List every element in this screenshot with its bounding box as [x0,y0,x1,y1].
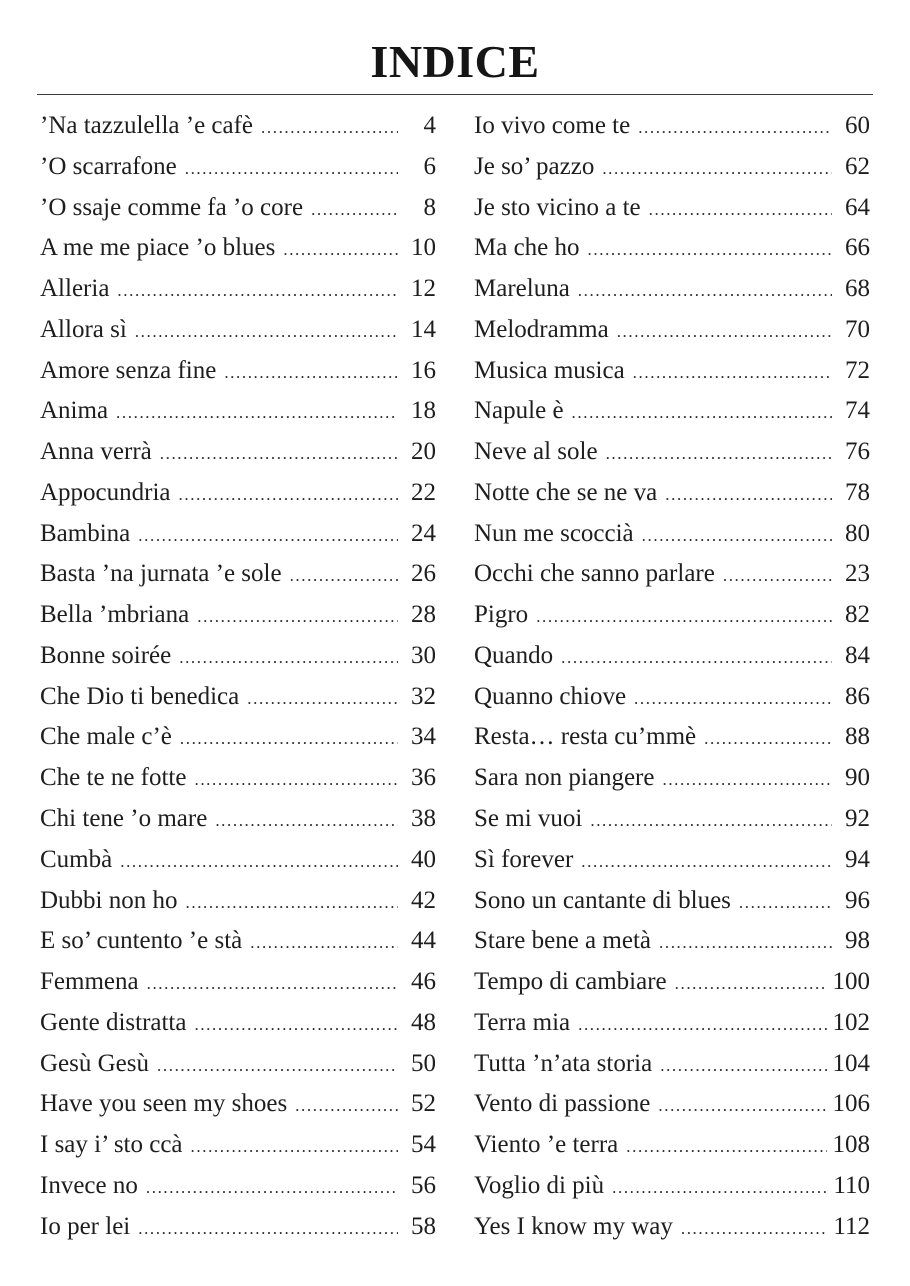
entry-page-number: 23 [845,560,870,588]
entry-title: Tempo di cambiare [474,968,667,996]
entry-page-number: 90 [845,764,870,792]
entry-page-number: 32 [411,682,436,710]
dot-leader [649,190,832,230]
entry-title: Bambina [40,519,131,547]
index-column-left [40,106,436,1247]
index-entry [40,962,436,1003]
index-entry [474,962,870,1003]
entry-title: Have you seen my shoes [40,1090,288,1118]
entry-title: Nun me scoccià [474,519,634,547]
dot-leader [117,271,398,311]
entry-title: Se mi vuoi [474,805,583,833]
entry-title: Viento ’e terra [474,1131,619,1159]
dot-leader [638,108,832,148]
dot-leader [675,964,827,1004]
entry-title: Je sto vicino a te [474,193,641,221]
entry-title: A me me piace ’o blues [40,234,276,262]
dot-leader [157,1046,398,1086]
entry-title: E so’ cuntento ’e stà [40,927,243,955]
entry-page-number: 66 [845,234,870,262]
entry-page-number: 88 [845,723,870,751]
index-entry [474,106,870,147]
index-entry [40,351,436,392]
index-entry [474,1084,870,1125]
entry-page-number: 44 [411,927,436,955]
entry-page-number: 104 [832,1049,870,1077]
entry-page-number: 40 [411,845,436,873]
index-entry [474,554,870,595]
entry-title: Invece no [40,1171,138,1199]
index-entry [40,881,436,922]
dot-leader [536,597,832,637]
dot-leader [224,353,398,393]
entry-page-number: 70 [845,315,870,343]
entry-title: Che Dio ti benedica [40,682,240,710]
index-entry [40,1166,436,1207]
entry-title: I say i’ sto ccà [40,1131,183,1159]
dot-leader [588,230,832,270]
entry-page-number: 24 [411,519,436,547]
entry-page-number: 54 [411,1131,436,1159]
index-entry [474,391,870,432]
index-entry [474,147,870,188]
title-divider [37,94,873,95]
entry-page-number: 48 [411,1008,436,1036]
index-entry [474,351,870,392]
entry-title: Voglio di più [474,1171,605,1199]
entry-title: Vento di passione [474,1090,651,1118]
dot-leader [590,801,832,841]
dot-leader [606,434,832,474]
entry-page-number: 74 [845,397,870,425]
index-entry [474,921,870,962]
dot-leader [186,883,399,923]
entry-page-number: 110 [833,1171,870,1199]
dot-leader [194,1005,398,1045]
entry-page-number: 84 [845,641,870,669]
dot-leader [617,312,832,352]
entry-title: Notte che se ne va [474,478,658,506]
index-entry [40,228,436,269]
entry-title: Amore senza fine [40,356,217,384]
dot-leader [602,149,832,189]
entry-title: Gente distratta [40,1008,187,1036]
entry-page-number: 102 [832,1008,870,1036]
index-entry [474,1207,870,1248]
entry-title: Mareluna [474,275,570,303]
index-entry [40,188,436,229]
index-entry [40,921,436,962]
dot-leader [147,964,398,1004]
index-entry [474,1166,870,1207]
dot-leader [660,1046,826,1086]
index-entry [40,717,436,758]
index-entry [40,840,436,881]
entry-title: Stare bene a metà [474,927,651,955]
entry-page-number: 22 [411,478,436,506]
entry-page-number: 36 [411,764,436,792]
entry-title: Bella ’mbriana [40,601,190,629]
index-entry [40,432,436,473]
entry-page-number: 78 [845,478,870,506]
entry-title: Quanno chiove [474,682,627,710]
entry-page-number: 20 [411,438,436,466]
entry-title: Basta ’na jurnata ’e sole [40,560,282,588]
dot-leader [642,516,832,556]
entry-title: Musica musica [474,356,625,384]
entry-page-number: 42 [411,886,436,914]
index-entry [474,1044,870,1085]
dot-leader [185,149,398,189]
entry-title: ’O ssaje comme fa ’o core [40,193,304,221]
index-entry [474,840,870,881]
index-entry [474,310,870,351]
entry-page-number: 10 [411,234,436,262]
entry-page-number: 108 [832,1131,870,1159]
entry-page-number: 86 [845,682,870,710]
entry-title: Je so’ pazzo [474,152,595,180]
index-entry [474,188,870,229]
dot-leader [662,760,832,800]
dot-leader [146,1168,398,1208]
entry-page-number: 72 [845,356,870,384]
dot-leader [581,842,832,882]
entry-title: Neve al sole [474,438,598,466]
entry-title: Dubbi non ho [40,886,178,914]
index-entry [40,554,436,595]
dot-leader [247,679,398,719]
entry-page-number: 100 [832,968,870,996]
entry-title: Io vivo come te [474,112,631,139]
dot-leader [578,271,832,311]
entry-title: Femmena [40,968,139,996]
index-entry [474,595,870,636]
entry-page-number: 6 [423,152,436,180]
index-entry [474,636,870,677]
entry-title: Occhi che sanno parlare [474,560,715,588]
entry-page-number: 50 [411,1049,436,1077]
dot-leader [681,1209,828,1249]
entry-page-number: 80 [845,519,870,547]
index-column-right [474,106,870,1247]
entry-title: Sono un cantante di blues [474,886,731,914]
index-entry [40,391,436,432]
entry-title: Gesù Gesù [40,1049,150,1077]
entry-title: Yes I know my way [474,1212,673,1240]
index-entry [474,1003,870,1044]
dot-leader [626,1127,826,1167]
index-entry [474,799,870,840]
dot-leader [180,719,398,759]
entry-title: ’Na tazzulella ’e cafè [40,112,254,139]
index-entry [40,1003,436,1044]
dot-leader [561,638,832,678]
entry-page-number: 76 [845,438,870,466]
index-entry [40,595,436,636]
entry-page-number: 106 [832,1090,870,1118]
entry-page-number: 52 [411,1090,436,1118]
entry-page-number: 58 [411,1212,436,1240]
dot-leader [135,312,398,352]
dot-leader [138,1209,398,1249]
dot-leader [120,842,398,882]
entry-page-number: 94 [845,845,870,873]
dot-leader [612,1168,827,1208]
entry-title: Tutta ’n’ata storia [474,1049,653,1077]
dot-leader [215,801,398,841]
entry-page-number: 14 [411,315,436,343]
entry-title: Melodramma [474,315,609,343]
index-entry [474,269,870,310]
index-entry [40,310,436,351]
index-entry [40,677,436,718]
entry-page-number: 96 [845,886,870,914]
dot-leader [179,638,398,678]
entry-page-number: 30 [411,641,436,669]
dot-leader [658,1086,826,1126]
index-entry [40,1125,436,1166]
dot-leader [179,475,398,515]
entry-title: Pigro [474,601,529,629]
entry-page-number: 98 [845,927,870,955]
dot-leader [191,1127,398,1167]
entry-title: Anna verrà [40,438,152,466]
index-entry [474,514,870,555]
entry-page-number: 82 [845,601,870,629]
entry-title: Sì forever [474,845,574,873]
entry-title: Allora sì [40,315,127,343]
entry-page-number: 56 [411,1171,436,1199]
dot-leader [723,556,832,596]
index-entry [40,799,436,840]
entry-page-number: 4 [423,112,436,139]
dot-leader [283,230,398,270]
dot-leader [572,393,832,433]
dot-leader [197,597,398,637]
entry-page-number: 12 [411,275,436,303]
page-title: INDICE [370,36,540,87]
dot-leader [295,1086,398,1126]
entry-title: Resta… resta cu’mmè [474,723,697,751]
index-entry [40,473,436,514]
entry-page-number: 64 [845,193,870,221]
index-entry [40,514,436,555]
entry-page-number: 112 [833,1212,870,1240]
entry-title: Bonne soirée [40,641,172,669]
dot-leader [194,760,398,800]
dot-leader [578,1005,826,1045]
index-entry [474,228,870,269]
index-entry [40,758,436,799]
entry-title: Quando [474,641,554,669]
index-entry [474,432,870,473]
entry-page-number: 18 [411,397,436,425]
index-entry [474,717,870,758]
entry-title: Che te ne fotte [40,764,187,792]
entry-page-number: 38 [411,805,436,833]
entry-title: ’O scarrafone [40,152,177,180]
entry-title: Sara non piangere [474,764,655,792]
entry-title: Appocundria [40,478,171,506]
dot-leader [311,190,398,230]
index-entry [40,1084,436,1125]
index-entry [40,147,436,188]
dot-leader [739,883,832,923]
entry-title: Anima [40,397,109,425]
entry-page-number: 26 [411,560,436,588]
index-entry [40,269,436,310]
entry-title: Terra mia [474,1008,571,1036]
index-entry [474,758,870,799]
entry-page-number: 60 [845,112,870,139]
index-entry [474,1125,870,1166]
index-entry [40,1044,436,1085]
index-entry [40,636,436,677]
index-entry [474,473,870,514]
index-entry [474,881,870,922]
dot-leader [160,434,398,474]
index-entry [474,677,870,718]
entry-title: Che male c’è [40,723,172,751]
entry-page-number: 8 [423,193,436,221]
dot-leader [659,923,832,963]
dot-leader [634,679,832,719]
dot-leader [261,108,398,148]
entry-page-number: 16 [411,356,436,384]
index-entry [40,106,436,147]
entry-title: Chi tene ’o mare [40,805,208,833]
entry-title: Ma che ho [474,234,580,262]
dot-leader [665,475,832,515]
dot-leader [138,516,398,556]
dot-leader [704,719,832,759]
dot-leader [290,556,398,596]
entry-page-number: 46 [411,968,436,996]
entry-title: Cumbà [40,845,113,873]
entry-page-number: 34 [411,723,436,751]
entry-page-number: 68 [845,275,870,303]
entry-title: Alleria [40,275,110,303]
dot-leader [116,393,398,433]
entry-title: Io per lei [40,1212,131,1240]
entry-page-number: 28 [411,601,436,629]
entry-title: Napule è [474,397,564,425]
index-entry [40,1207,436,1248]
entry-page-number: 92 [845,805,870,833]
dot-leader [250,923,398,963]
dot-leader [633,353,832,393]
entry-page-number: 62 [845,152,870,180]
